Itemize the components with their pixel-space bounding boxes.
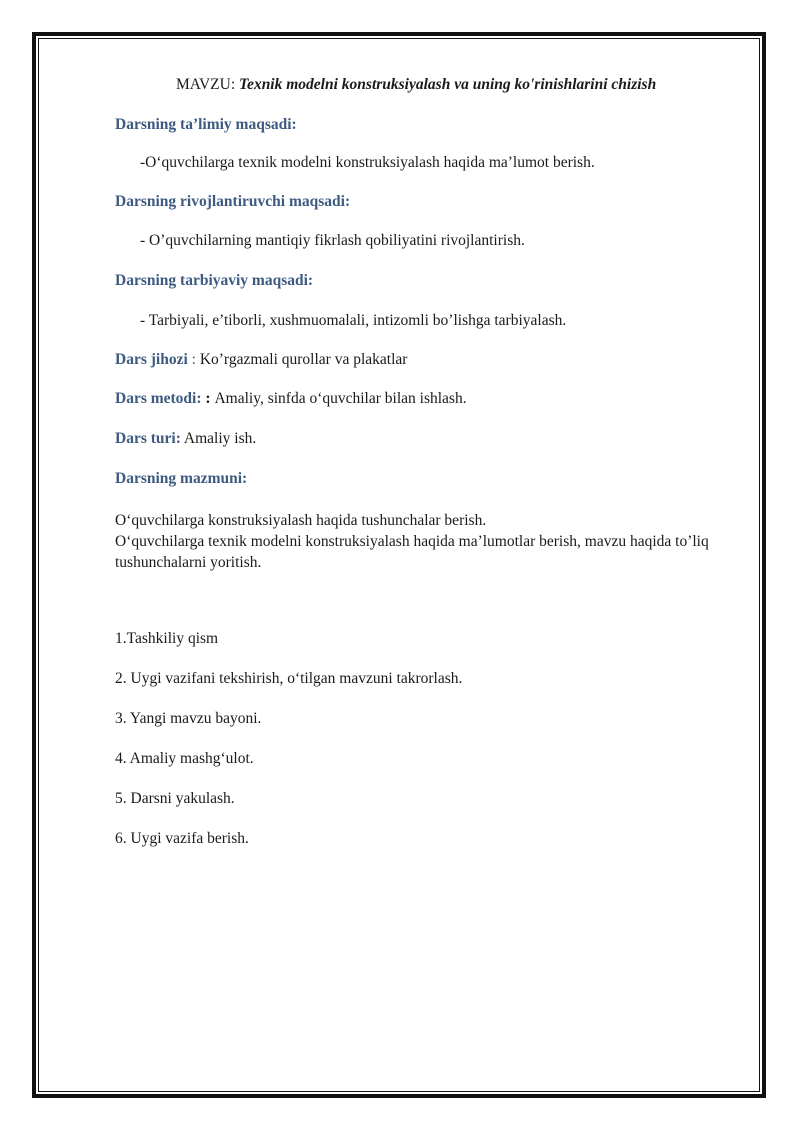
step-item: 3. Yangi mavzu bayoni. [115,710,262,727]
sep-dars-jihozi: : [187,351,200,368]
step-item: 4. Amaliy mashg‘ulot. [115,750,254,767]
label-dars-metodi: Dars metodi: [115,390,202,407]
line-dars-metodi [115,390,467,408]
text-tarbiyaviy-maqsad: - Tarbiyali, e’tiborli, xushmuomalali, intizomli bo’lishga tarbiyalash. [140,312,567,329]
label-dars-jihozi: Dars jihozi [115,351,188,368]
step-item: 6. Uygi vazifa berish. [115,830,249,847]
heading-darsning-mazmuni: Darsning mazmuni: [115,470,248,487]
text-rivojlantiruvchi-maqsad: - O’quvchilarning mantiqiy fikrlash qobiliyatini rivojlantirish. [140,232,525,249]
document-title [176,76,656,94]
mazmun-paragraph [115,510,755,573]
step-item: 2. Uygi vazifani tekshirish, o‘tilgan mavzuni takrorlash. [115,670,463,687]
line-dars-jihozi [115,351,407,369]
step-item: 5. Darsni yakulash. [115,790,235,807]
heading-tarbiyaviy-maqsad: Darsning tarbiyaviy maqsadi: [115,272,314,289]
value-dars-turi: Amaliy ish. [180,430,257,447]
title-topic: Texnik modelni konstruksiyalash va uning ko'rinishlarini chizish [239,76,657,93]
title-prefix: MAVZU: [176,76,240,93]
heading-talimiy-maqsad: Darsning ta’limiy maqsadi: [115,116,297,133]
step-item: 1.Tashkiliy qism [115,630,219,647]
text-talimiy-maqsad: -O‘quvchilarga texnik modelni konstruksiyalash haqida ma’lumot berish. [140,154,595,171]
value-dars-metodi: Amaliy, sinfda o‘quvchilar bilan ishlash. [214,390,467,407]
mazmun-line: tushunchalarni yoritish. [115,554,262,571]
line-dars-turi [115,430,256,448]
label-dars-turi: Dars turi: [115,430,181,447]
heading-rivojlantiruvchi-maqsad: Darsning rivojlantiruvchi maqsadi: [115,193,351,210]
mazmun-line: O‘quvchilarga texnik modelni konstruksiyalash haqida ma’lumotlar berish, mavzu haqida to’liq [115,533,709,550]
sep-dars-metodi: : [201,390,215,407]
value-dars-jihozi: Ko’rgazmali qurollar va plakatlar [199,351,408,368]
mazmun-line: O‘quvchilarga konstruksiyalash haqida tushunchalar berish. [115,512,487,529]
